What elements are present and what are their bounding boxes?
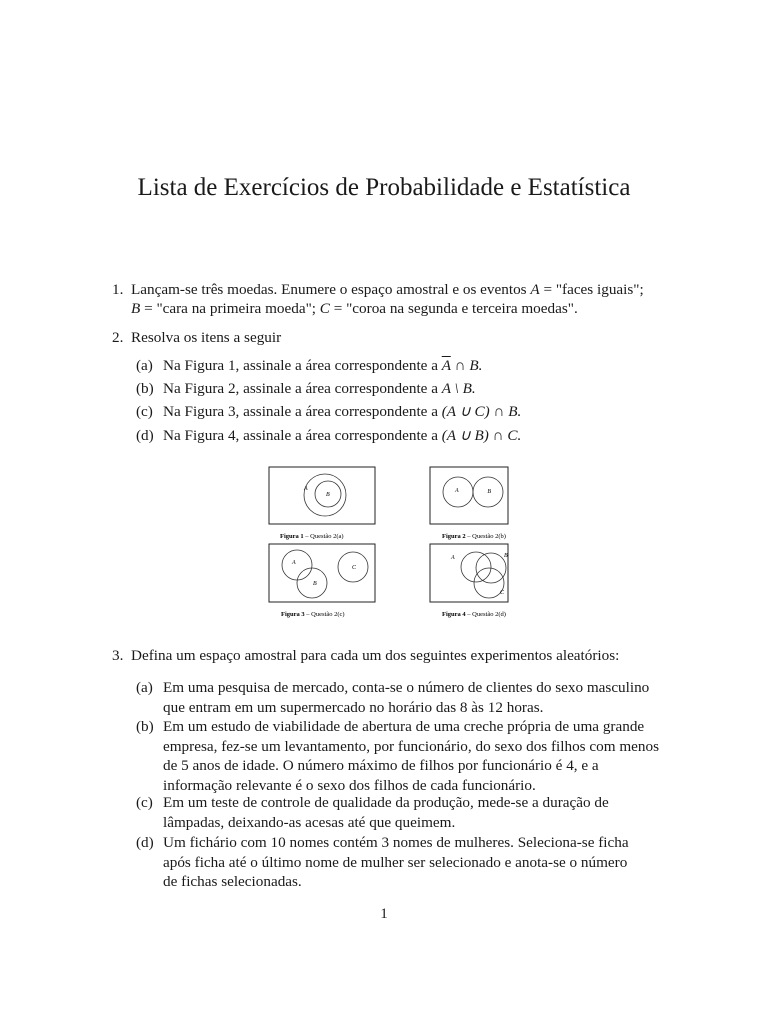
q3-item-c-text — [163, 793, 679, 832]
q3-item-a-line-2: que entram em um supermercado no horário das 8 às 12 horas. — [163, 698, 544, 716]
figure-1-caption — [280, 533, 344, 540]
q3-item-c-label: (c) — [136, 794, 153, 811]
figure-3-universe — [269, 544, 375, 602]
q1-text-b: = "faces iguais"; — [539, 281, 644, 298]
figure-3-caption-rest: – Questão 2(c) — [304, 611, 345, 618]
q2-item-d-expr: (A ∪ B) ∩ C. — [441, 427, 522, 444]
q2-item-c-label: (c) — [136, 403, 153, 420]
figure-4-caption-rest: – Questão 2(d) — [465, 611, 506, 618]
figure-4-caption-bold: Figura 4 — [442, 611, 466, 618]
venn-figures — [266, 464, 512, 626]
q2-item-c-text — [163, 402, 679, 422]
q3-item-d-text — [163, 833, 679, 892]
figure-2-universe — [430, 467, 508, 524]
q3-item-c-line-2: lâmpadas, deixando-as acesas até que queimem. — [163, 813, 456, 831]
q2-item-b-expr: A \ B. — [441, 380, 476, 397]
q2-item-d-text — [163, 426, 679, 446]
figure-4-caption — [442, 611, 506, 618]
question-2-number: 2. — [112, 329, 124, 346]
q1-event-a: A — [530, 281, 540, 298]
figure-2-label-a: A — [455, 488, 459, 494]
q2-item-a-body: Na Figura 1, assinale a área correspondente a — [163, 357, 442, 374]
figure-4-universe — [430, 544, 508, 602]
q3-item-b-line-1: Em um estudo de viabilidade de abertura de uma creche própria de uma grande — [163, 718, 645, 735]
q1-text-c: = "cara na primeira moeda"; — [140, 300, 320, 317]
q3-item-a-text — [163, 678, 679, 717]
q2-item-b-body: Na Figura 2, assinale a área correspondente a — [163, 380, 442, 397]
q3-item-d-line-3: de fichas selecionadas. — [163, 873, 302, 890]
figure-3-label-b: B — [313, 581, 317, 587]
question-2-text: Resolva os itens a seguir — [131, 329, 282, 346]
figure-1-label-a: A — [304, 486, 308, 492]
figure-2-label-b: B — [487, 489, 491, 495]
question-1-line-1 — [131, 280, 679, 300]
q3-item-b-text — [163, 717, 679, 795]
q3-item-d-line-2: após ficha até o último nome de mulher ser selecionado e anota-se o número — [163, 853, 628, 871]
figure-3-label-c: C — [352, 565, 357, 571]
figure-3-circle-a — [282, 550, 312, 580]
q3-item-b-line-3: de 5 anos de idade. O número máximo de filhos por funcionário é 4, e a — [163, 757, 599, 774]
q3-item-c-line-1: Em um teste de controle de qualidade da produção, mede-se a duração de — [163, 794, 609, 811]
q3-item-b-line-2: empresa, fez-se um levantamento, por funcionário, do sexo dos filhos com menos — [163, 737, 659, 755]
q2-item-a-label: (a) — [136, 357, 153, 374]
q3-item-d-label: (d) — [136, 834, 154, 851]
q1-text-d: = "coroa na segunda e terceira moedas". — [329, 300, 578, 317]
q2-item-c-body: Na Figura 3, assinale a área correspondente a — [163, 403, 442, 420]
question-3-number: 3. — [112, 647, 124, 664]
question-1-line-2 — [131, 299, 679, 319]
figure-1-circle-a — [304, 474, 346, 516]
figure-1 — [269, 467, 375, 540]
q2-item-d-label: (d) — [136, 427, 154, 444]
question-3-text: Defina um espaço amostral para cada um dos seguintes experimentos aleatórios: — [131, 647, 620, 664]
figure-3-circle-b — [297, 568, 327, 598]
q3-item-a-label: (a) — [136, 679, 153, 696]
page-number: 1 — [380, 906, 388, 922]
q1-event-c: C — [319, 300, 330, 317]
figure-4-label-a: A — [451, 555, 455, 561]
q2-item-c-expr: (A ∪ C) ∩ B. — [441, 403, 522, 420]
q2-item-b-text — [163, 379, 679, 399]
question-1-number: 1. — [112, 281, 124, 298]
figure-3-caption-bold: Figura 3 — [281, 611, 305, 618]
figure-4-label-c: C — [500, 590, 505, 596]
figure-3 — [269, 544, 375, 618]
q3-item-d-line-1: Um fichário com 10 nomes contém 3 nomes de mulheres. Seleciona-se ficha — [163, 834, 629, 851]
q3-item-b-line-4: informação relevante é o sexo dos filhos de cada funcionário. — [163, 776, 536, 794]
figure-1-caption-rest: – Questão 2(a) — [303, 533, 344, 540]
q1-event-b: B — [131, 300, 141, 317]
q3-item-a-line-1: Em uma pesquisa de mercado, conta-se o número de clientes do sexo masculino — [163, 679, 650, 696]
figure-1-label-b: B — [326, 492, 330, 498]
q3-item-b-label: (b) — [136, 718, 154, 735]
figure-2-caption-rest: – Questão 2(b) — [465, 533, 506, 540]
figure-1-caption-bold: Figura 1 — [280, 533, 304, 540]
q2-item-d-body: Na Figura 4, assinale a área correspondente a — [163, 427, 442, 444]
figure-4 — [430, 544, 508, 618]
q2-item-a-expr: ∩ B. — [450, 357, 483, 374]
figure-3-caption — [281, 611, 345, 618]
figure-2-caption — [442, 533, 506, 540]
figure-3-label-a: A — [292, 560, 296, 566]
document-title: Lista de Exercícios de Probabilidade e Estatística — [137, 174, 631, 201]
q2-item-a-text — [163, 356, 679, 376]
q2-item-a-complement: $\overline{A}$ — [441, 357, 451, 374]
figure-4-label-b: B — [504, 553, 508, 559]
figure-2 — [430, 467, 508, 540]
figure-2-caption-bold: Figura 2 — [442, 533, 466, 540]
q2-item-b-label: (b) — [136, 380, 154, 397]
q1-text-a: Lançam-se três moedas. Enumere o espaço amostral e os eventos — [131, 281, 531, 298]
